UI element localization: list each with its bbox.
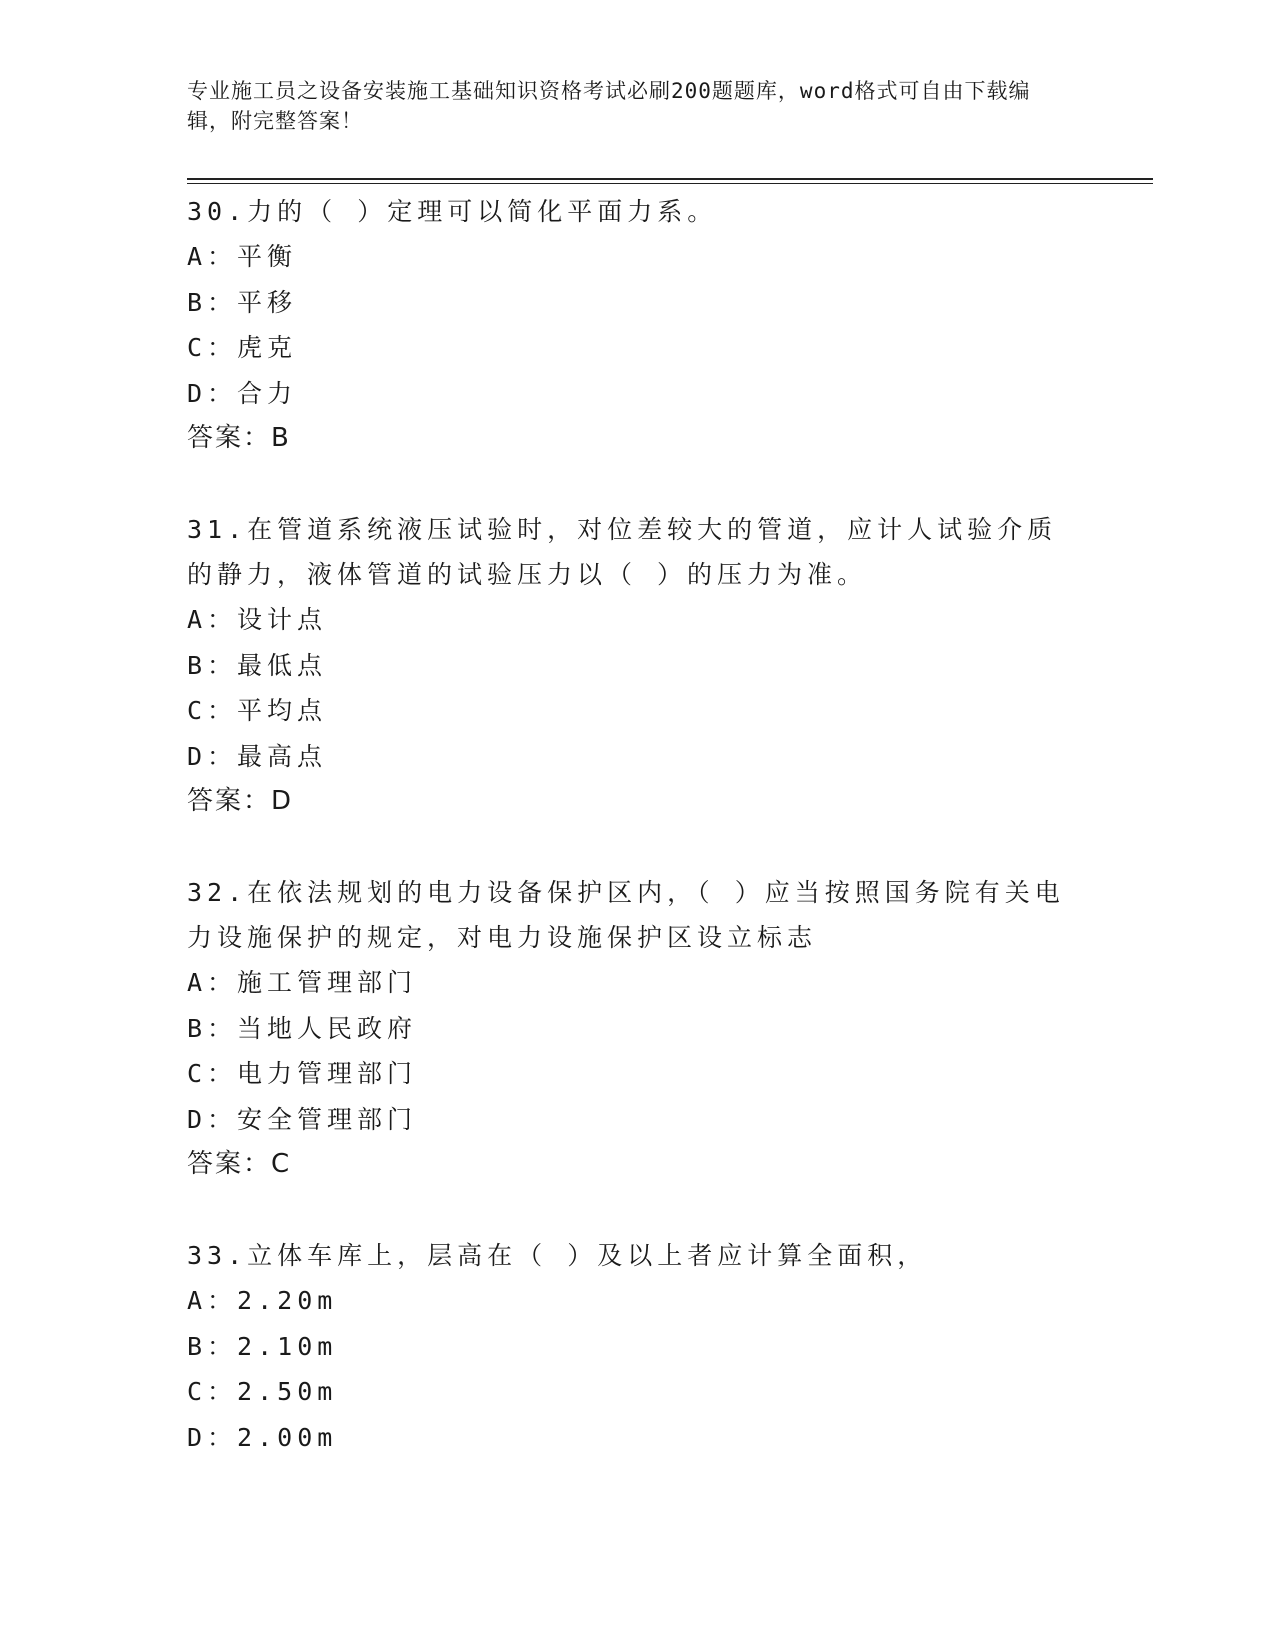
question-stem: 31.在管道系统液压试验时，对位差较大的管道，应计人试验介质的静力，液体管道的试验压力以（ ）的压力为准。: [187, 515, 1058, 589]
header-divider-thin: [187, 183, 1153, 184]
option-c: C：平均点: [187, 696, 328, 725]
answer-line: 答案：D: [187, 786, 294, 816]
question-stem: 32.在依法规划的电力设备保护区内，（ ）应当按照国务院有关电力设施保护的规定，对电力设施保护区设立标志: [187, 878, 1065, 952]
question-stem: 33.立体车库上，层高在（ ）及以上者应计算全面积，: [187, 1241, 928, 1270]
document-header: [187, 76, 1067, 136]
option-c: C：2.50m: [187, 1377, 338, 1406]
answer-line: 答案：B: [187, 423, 291, 453]
option-d: D：2.00m: [187, 1422, 338, 1452]
option-d: D：合力: [187, 378, 298, 408]
option-c: C：虎克: [187, 333, 298, 362]
option-b: B：2.10m: [187, 1331, 338, 1361]
option-d: D：最高点: [187, 741, 328, 771]
question-32: [187, 870, 1087, 1187]
question-33: [187, 1233, 1087, 1460]
option-d: D：安全管理部门: [187, 1104, 418, 1134]
option-a: A：2.20m: [187, 1286, 338, 1315]
header-title: 专业施工员之设备安装施工基础知识资格考试必刷200题题库，word格式可自由下载编辑，附完整答案！: [187, 79, 1031, 133]
answer-line: 答案：C: [187, 1149, 292, 1179]
option-b: B：平移: [187, 287, 298, 317]
question-stem: 30.力的（ ）定理可以简化平面力系。: [187, 197, 718, 226]
option-a: A：平衡: [187, 242, 298, 271]
question-30: [187, 189, 1087, 461]
option-a: A：施工管理部门: [187, 968, 418, 997]
question-list: [187, 189, 1087, 1506]
header-divider-thick: [187, 178, 1153, 180]
option-b: B：最低点: [187, 650, 328, 680]
option-a: A：设计点: [187, 605, 328, 634]
question-31: [187, 507, 1087, 824]
option-b: B：当地人民政府: [187, 1013, 418, 1043]
option-c: C：电力管理部门: [187, 1059, 418, 1088]
